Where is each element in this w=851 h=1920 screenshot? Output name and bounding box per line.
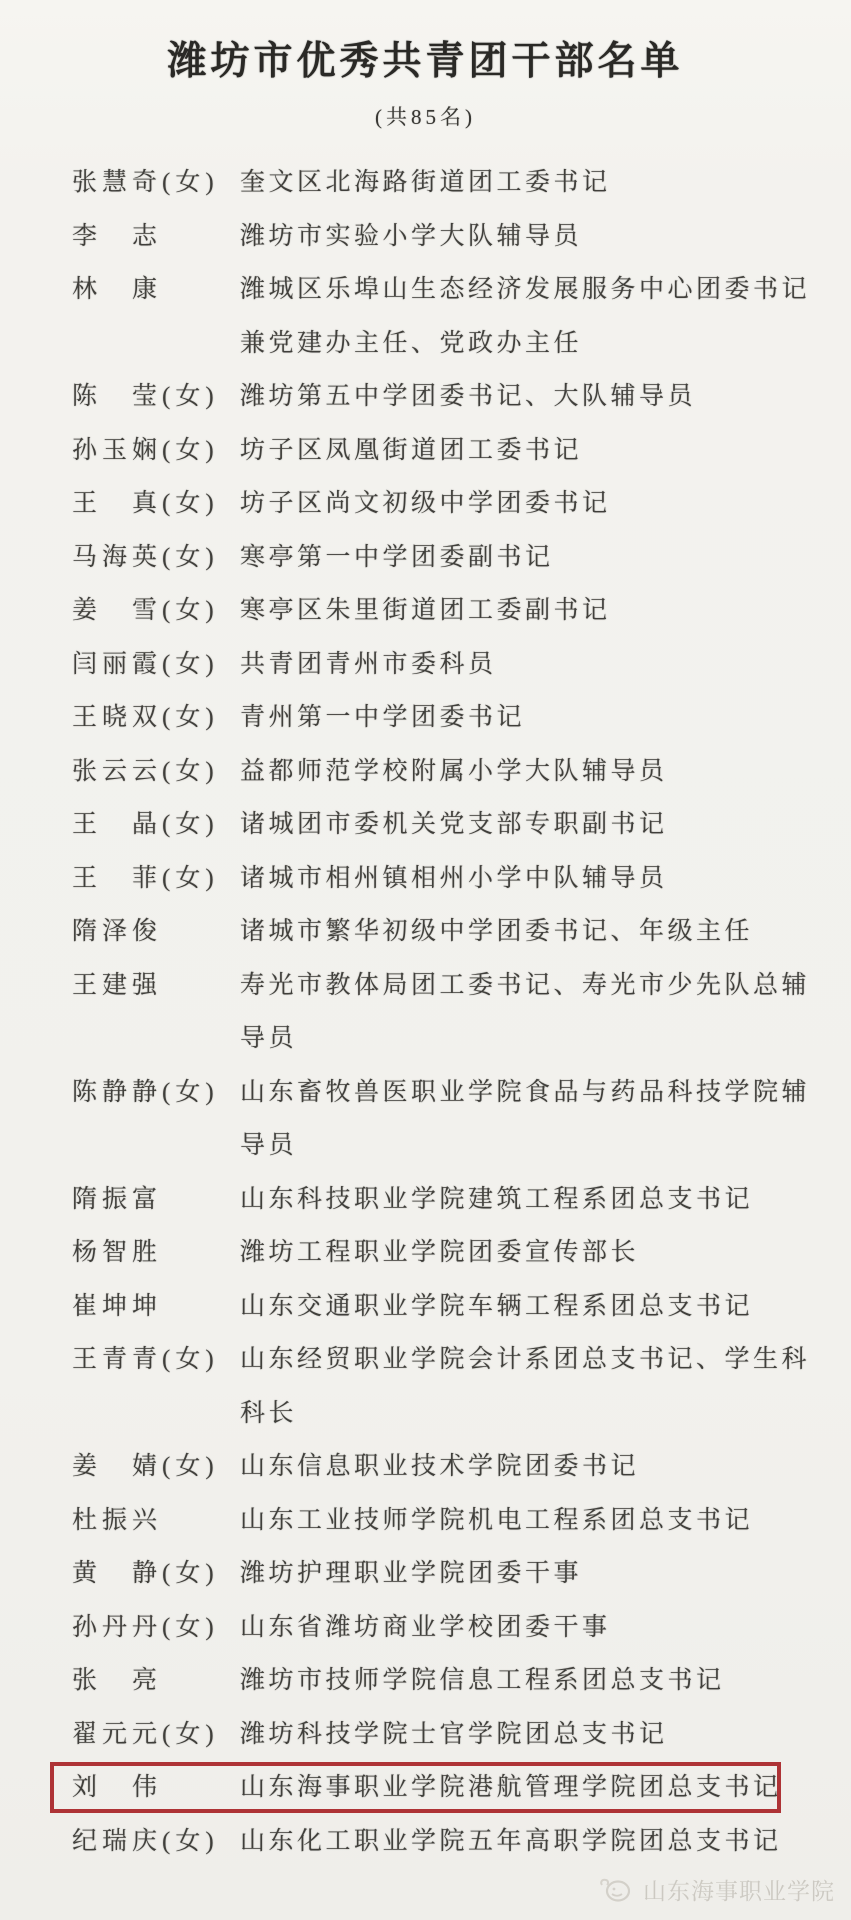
entry-position-line: 兼党建办主任、党政办主任 <box>240 329 583 357</box>
entry-position <box>240 1547 813 1601</box>
list-entry <box>72 584 813 638</box>
entry-position <box>240 1226 813 1280</box>
entry-position-line: 导员 <box>240 1132 298 1159</box>
list-entry <box>72 531 813 585</box>
list-entry <box>72 1066 813 1173</box>
entry-position-line: 坊子区尚文初级中学团委书记 <box>240 490 611 517</box>
list-entry <box>72 1761 813 1815</box>
entry-position-line: 山东信息职业技术学院团委书记 <box>240 1453 640 1480</box>
list-entry <box>72 1333 813 1440</box>
entry-name: 杨智胜 <box>72 1239 163 1266</box>
list-entry <box>72 210 813 264</box>
entry-name: 孙玉娴(女) <box>72 436 219 464</box>
entry-position-line: 寿光市教体局团工委书记、寿光市少先队总辅 <box>240 971 811 999</box>
entry-position <box>240 798 813 852</box>
entry-name: 闫丽霞(女) <box>72 650 219 678</box>
entry-position-line: 潍坊科技学院士官学院团总支书记 <box>240 1720 668 1748</box>
list-entry <box>72 1601 813 1655</box>
watermark-text: 山东海事职业学院 <box>643 1878 835 1904</box>
entry-position <box>240 370 813 424</box>
entry-name: 杜振兴 <box>72 1506 163 1534</box>
entry-position-line: 潍坊工程职业学院团委宣传部长 <box>240 1239 640 1266</box>
page-title: 潍坊市优秀共青团干部名单 <box>167 40 684 83</box>
page-subtitle: (共85名) <box>375 105 476 129</box>
entry-position-line: 山东工业技师学院机电工程系团总支书记 <box>240 1506 754 1534</box>
entry-position <box>240 531 813 585</box>
entry-name: 纪瑞庆(女) <box>72 1827 219 1855</box>
entry-name: 马海英(女) <box>72 543 219 571</box>
entry-position <box>240 1815 813 1869</box>
entry-position-line: 青州第一中学团委书记 <box>240 704 526 731</box>
entry-position <box>240 745 813 799</box>
list-entry <box>72 477 813 531</box>
list-entry <box>72 1815 813 1869</box>
entry-position <box>240 1708 813 1762</box>
entry-name: 王 菲(女) <box>72 864 219 892</box>
entry-position-line: 潍坊第五中学团委书记、大队辅导员 <box>240 383 697 410</box>
entry-name: 张云云(女) <box>72 757 219 785</box>
entry-position <box>240 1494 813 1548</box>
entry-position-line: 益都师范学校附属小学大队辅导员 <box>240 757 668 785</box>
list-entry <box>72 1440 813 1494</box>
list-entry <box>72 263 813 370</box>
entry-name: 刘 伟 <box>72 1774 163 1801</box>
entry-position-line: 共青团青州市委科员 <box>240 650 497 678</box>
list-entry <box>72 1280 813 1334</box>
entry-position-line: 诸城市繁华初级中学团委书记、年级主任 <box>240 918 754 945</box>
entry-position <box>240 905 813 959</box>
list-entry <box>72 1708 813 1762</box>
entry-position-line: 山东科技职业学院建筑工程系团总支书记 <box>240 1185 754 1213</box>
entry-name: 王 真(女) <box>72 490 219 517</box>
entry-position <box>240 638 813 692</box>
entry-name: 黄 静(女) <box>72 1560 219 1587</box>
entry-position-line: 科长 <box>240 1399 298 1427</box>
entry-position <box>240 424 813 478</box>
entry-position-line: 坊子区凤凰街道团工委书记 <box>240 436 583 464</box>
entry-position-line: 山东经贸职业学院会计系团总支书记、学生科 <box>240 1346 811 1373</box>
entry-position <box>240 156 813 210</box>
entry-position-line: 山东交通职业学院车辆工程系团总支书记 <box>240 1292 754 1320</box>
list-entry <box>72 852 813 906</box>
list-entry <box>72 1494 813 1548</box>
entry-name: 李 志 <box>72 222 163 250</box>
entry-position <box>240 959 813 1066</box>
entry-name: 陈 莹(女) <box>72 383 219 410</box>
entry-position-line: 诸城市相州镇相州小学中队辅导员 <box>240 864 668 892</box>
entry-name: 姜 雪(女) <box>72 597 219 624</box>
entry-name: 王青青(女) <box>72 1346 219 1373</box>
entry-name: 王晓双(女) <box>72 704 219 731</box>
list-entry <box>72 156 813 210</box>
entry-name: 孙丹丹(女) <box>72 1613 219 1641</box>
entry-position <box>240 1280 813 1334</box>
entry-position <box>240 852 813 906</box>
entry-position-line: 潍坊护理职业学院团委干事 <box>240 1560 583 1587</box>
entry-position-line: 寒亭第一中学团委副书记 <box>240 543 554 571</box>
entry-position <box>240 1066 813 1173</box>
entry-position <box>240 263 813 370</box>
list-entry <box>72 638 813 692</box>
watermark <box>598 1873 835 1906</box>
entry-position <box>240 1333 813 1440</box>
list-entry <box>72 959 813 1066</box>
list-entry <box>72 745 813 799</box>
list-entry <box>72 798 813 852</box>
entry-name: 张慧奇(女) <box>72 169 219 196</box>
entry-position-line: 潍坊市实验小学大队辅导员 <box>240 222 583 250</box>
entry-name: 王 晶(女) <box>72 811 219 838</box>
entry-position-line: 导员 <box>240 1025 298 1052</box>
entry-name: 陈静静(女) <box>72 1078 219 1106</box>
entry-position <box>240 584 813 638</box>
list-entry <box>72 370 813 424</box>
entry-position <box>240 1440 813 1494</box>
name-list <box>72 156 813 1868</box>
list-entry <box>72 1654 813 1708</box>
list-entry <box>72 905 813 959</box>
entry-name: 姜 婧(女) <box>72 1453 219 1480</box>
list-entry <box>72 424 813 478</box>
entry-position <box>240 477 813 531</box>
entry-position <box>240 210 813 264</box>
entry-name: 王建强 <box>72 971 163 999</box>
entry-name: 崔坤坤 <box>72 1292 163 1320</box>
entry-position-line: 山东海事职业学院港航管理学院团总支书记 <box>240 1774 782 1801</box>
entry-position-line: 潍城区乐埠山生态经济发展服务中心团委书记 <box>240 276 811 303</box>
entry-position <box>240 1654 813 1708</box>
school-logo-icon <box>598 1875 636 1905</box>
entry-name: 林 康 <box>72 276 163 303</box>
list-entry <box>72 1173 813 1227</box>
entry-position <box>240 1173 813 1227</box>
entry-position-line: 山东畜牧兽医职业学院食品与药品科技学院辅 <box>240 1078 811 1106</box>
entry-position <box>240 1601 813 1655</box>
entry-name: 隋振富 <box>72 1185 163 1213</box>
list-entry <box>72 1226 813 1280</box>
entry-position-line: 诸城团市委机关党支部专职副书记 <box>240 811 668 838</box>
entry-position-line: 寒亭区朱里街道团工委副书记 <box>240 597 611 624</box>
entry-name: 张 亮 <box>72 1667 163 1694</box>
entry-position-line: 山东省潍坊商业学校团委干事 <box>240 1613 611 1641</box>
entry-position-line: 奎文区北海路街道团工委书记 <box>240 169 611 196</box>
entry-position <box>240 1761 813 1815</box>
entry-position-line: 潍坊市技师学院信息工程系团总支书记 <box>240 1667 725 1694</box>
entry-position-line: 山东化工职业学院五年高职学院团总支书记 <box>240 1827 782 1855</box>
entry-name: 隋泽俊 <box>72 918 163 945</box>
list-entry <box>72 691 813 745</box>
entry-position <box>240 691 813 745</box>
entry-name: 翟元元(女) <box>72 1720 219 1748</box>
list-entry <box>72 1547 813 1601</box>
